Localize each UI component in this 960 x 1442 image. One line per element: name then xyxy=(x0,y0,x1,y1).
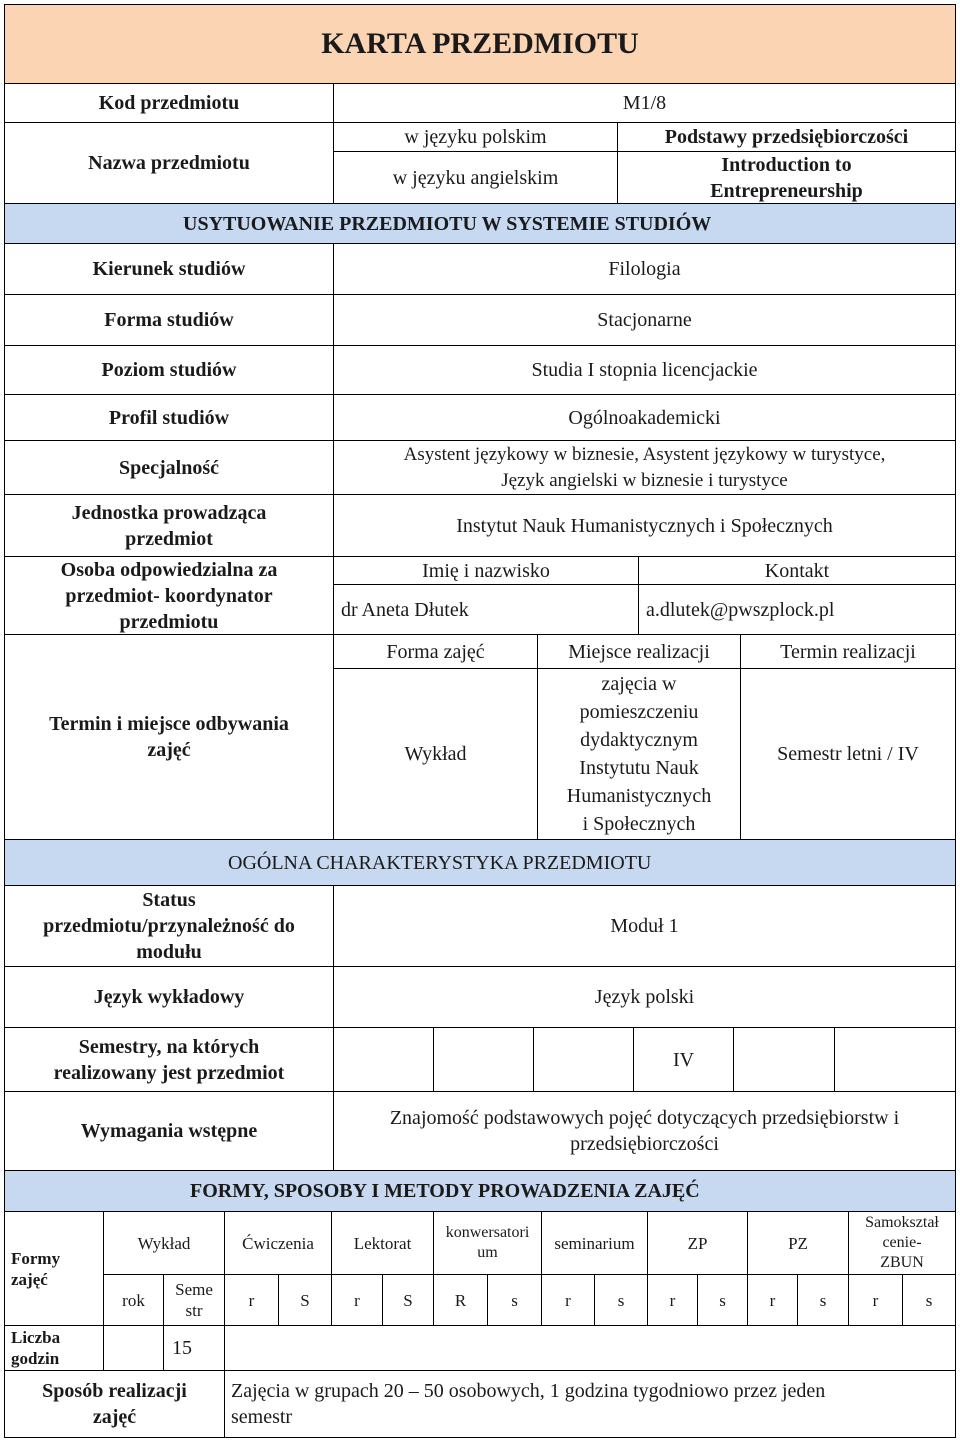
jednostka-value-text: Instytut Nauk Humanistycznych i Społecznych xyxy=(456,514,833,537)
formy-header-konwersatorium-line1: konwersatori xyxy=(445,1224,530,1241)
formy-sub-cell-text: r xyxy=(872,1290,879,1310)
liczba-rest xyxy=(224,1325,956,1371)
kierunek-value-text: Filologia xyxy=(608,258,681,280)
formy-sub-cell xyxy=(594,1274,648,1326)
formy-sub-cell xyxy=(747,1274,798,1326)
formy-header-samoksztalcenie xyxy=(848,1211,956,1275)
kod-label xyxy=(4,83,334,123)
formy-sub-cell xyxy=(848,1274,903,1326)
liczba-value-text: 15 xyxy=(172,1337,192,1359)
section-usytuowanie xyxy=(4,203,956,244)
formy-header-samo-line2: cenie- xyxy=(882,1234,922,1251)
formy-header-pz-text: PZ xyxy=(788,1233,808,1253)
nazwa-pl-label-text: w języku polskim xyxy=(404,126,547,148)
osoba-name-header-text: Imię i nazwisko xyxy=(422,559,550,582)
osoba-label-line1: Osoba odpowiedzialna za xyxy=(60,558,278,581)
status-value-text: Moduł 1 xyxy=(610,915,679,937)
formy-sub-cell xyxy=(902,1274,956,1326)
termin-miejsce-line4: Instytutu Nauk xyxy=(579,757,699,779)
specjalnosc-label-text: Specjalność xyxy=(119,456,219,479)
semestr-cell-5 xyxy=(733,1027,835,1092)
formy-sub-cell xyxy=(797,1274,849,1326)
termin-col-forma-text: Forma zajęć xyxy=(386,640,485,663)
termin-col-forma xyxy=(333,634,538,669)
formy-header-wyklad xyxy=(103,1211,225,1275)
formy-header-seminarium-text: seminarium xyxy=(554,1233,635,1253)
osoba-name-text: dr Aneta Dłutek xyxy=(341,598,469,621)
formy-header-konwersatorium xyxy=(433,1211,542,1275)
formy-sub-cell-text: s xyxy=(617,1290,625,1310)
formy-sub-cell-text: s xyxy=(511,1290,518,1310)
kierunek-label xyxy=(4,243,334,295)
semestry-label xyxy=(4,1027,334,1092)
jezyk-label xyxy=(4,966,334,1028)
osoba-label-line3: przedmiotu xyxy=(119,610,219,633)
jezyk-value xyxy=(333,966,956,1028)
formy-sub-semestr-line2: str xyxy=(185,1301,203,1320)
card-title-text: KARTA PRZEDMIOTU xyxy=(321,27,639,60)
termin-miejsce xyxy=(537,668,741,840)
liczba-value xyxy=(163,1325,225,1371)
nazwa-en-label-text: w języku angielskim xyxy=(392,166,559,189)
osoba-contact-header-text: Kontakt xyxy=(764,559,830,582)
jezyk-label-text: Język wykładowy xyxy=(93,986,245,1008)
jednostka-label-line1: Jednostka prowadząca xyxy=(71,501,267,524)
formy-sub-cell-text: r xyxy=(669,1290,676,1310)
termin-miejsce-line5: Humanistycznych xyxy=(566,785,712,807)
termin-label-line1: Termin i miejsce odbywania xyxy=(49,713,289,735)
termin-miejsce-line6: i Społecznych xyxy=(582,813,696,835)
formy-sub-cell-text: s xyxy=(819,1290,827,1310)
formy-header-cwiczenia-text: Ćwiczenia xyxy=(242,1233,314,1253)
osoba-label-line2: przedmiot- koordynator xyxy=(65,584,273,607)
formy-header-pz xyxy=(747,1211,849,1275)
poziom-label xyxy=(4,345,334,395)
termin-col-miejsce xyxy=(537,634,741,669)
specjalnosc-value xyxy=(333,440,956,495)
nazwa-pl-label xyxy=(333,122,618,152)
termin-col-termin-text: Termin realizacji xyxy=(780,640,916,663)
nazwa-en-value-line1: Introduction to xyxy=(721,153,852,176)
termin-forma xyxy=(333,668,538,840)
formy-label-line2: zajęć xyxy=(11,1269,48,1289)
poziom-value-text: Studia I stopnia licencjackie xyxy=(531,359,758,381)
formy-sub-cell-text: r xyxy=(565,1290,571,1310)
formy-sub-rok xyxy=(103,1274,164,1326)
semestr-cell-6 xyxy=(834,1027,956,1092)
formy-sub-rok-text: rok xyxy=(122,1290,145,1310)
formy-header-lektorat xyxy=(331,1211,434,1275)
poziom-value xyxy=(333,345,956,395)
status-label-line3: modułu xyxy=(136,941,202,963)
formy-header-zp-text: ZP xyxy=(687,1233,708,1253)
forma-label xyxy=(4,294,334,346)
formy-sub-cell-text: r xyxy=(354,1290,360,1310)
formy-header-cwiczenia xyxy=(224,1211,332,1275)
jednostka-label-line2: przedmiot xyxy=(125,527,213,550)
profil-value xyxy=(333,394,956,441)
formy-header-samo-line1: Samokształ xyxy=(865,1214,939,1231)
termin-miejsce-line2: pomieszczeniu xyxy=(579,701,699,723)
formy-label-line1: Formy xyxy=(11,1248,61,1268)
jednostka-value xyxy=(333,494,956,557)
osoba-contact-email[interactable]: a.dlutek@pwszplock.pl xyxy=(646,598,835,621)
termin-forma-text: Wykład xyxy=(404,743,467,765)
termin-value-text: Semestr letni / IV xyxy=(777,743,919,765)
formy-sub-cell xyxy=(278,1274,332,1326)
jezyk-value-text: Język polski xyxy=(594,986,695,1008)
kierunek-value xyxy=(333,243,956,295)
formy-sub-semestr-line1: Seme xyxy=(175,1280,213,1299)
formy-header-konwersatorium-line2: um xyxy=(477,1244,498,1261)
formy-sub-cell xyxy=(647,1274,698,1326)
formy-sub-cell-text: R xyxy=(454,1290,467,1310)
sposob-value xyxy=(224,1370,956,1438)
jednostka-label xyxy=(4,494,334,557)
osoba-label xyxy=(4,556,334,635)
formy-header-lektorat-text: Lektorat xyxy=(353,1233,412,1253)
section-ogolna xyxy=(4,839,956,886)
semestry-label-line1: Semestry, na których xyxy=(78,1035,260,1058)
sposob-label xyxy=(4,1370,225,1438)
termin-label xyxy=(4,634,334,840)
formy-header-samo-line3: ZBUN xyxy=(880,1254,924,1271)
semestr-cell-4 xyxy=(633,1027,734,1092)
section-ogolna-text: OGÓLNA CHARAKTERYSTYKA PRZEDMIOTU xyxy=(228,851,652,874)
status-label xyxy=(4,885,334,967)
nazwa-pl-value xyxy=(617,122,956,152)
semestr-cell-3 xyxy=(533,1027,634,1092)
profil-label xyxy=(4,394,334,441)
formy-sub-cell xyxy=(331,1274,383,1326)
status-label-line1: Status xyxy=(142,889,196,911)
nazwa-label-text: Nazwa przedmiotu xyxy=(88,152,250,174)
specjalnosc-label xyxy=(4,440,334,495)
wymagania-label-text: Wymagania wstępne xyxy=(80,1120,258,1142)
nazwa-en-value xyxy=(617,151,956,204)
kod-value-text: M1/8 xyxy=(622,92,667,114)
termin-col-termin xyxy=(740,634,956,669)
formy-sub-cell xyxy=(382,1274,434,1326)
formy-sub-cell-text: s xyxy=(925,1290,933,1310)
section-usytuowanie-text: USYTUOWANIE PRZEDMIOTU W SYSTEMIE STUDIÓW xyxy=(183,212,712,235)
formy-sub-cell-text: r xyxy=(769,1290,776,1310)
termin-value xyxy=(740,668,956,840)
formy-header-zp xyxy=(647,1211,748,1275)
formy-sub-cell xyxy=(433,1274,488,1326)
termin-col-miejsce-text: Miejsce realizacji xyxy=(568,640,710,663)
formy-sub-cell xyxy=(697,1274,748,1326)
termin-label-line2: zajęć xyxy=(147,739,191,761)
termin-miejsce-line3: dydaktycznym xyxy=(580,729,698,751)
formy-sub-cell-text: S xyxy=(403,1290,413,1310)
specjalnosc-value-line1: Asystent językowy w biznesie, Asystent językowy w turystyce, xyxy=(403,443,886,465)
formy-header-wyklad-text: Wykład xyxy=(137,1233,191,1253)
liczba-rok xyxy=(103,1325,164,1371)
kod-label-text: Kod przedmiotu xyxy=(98,92,240,114)
liczba-label-line2: godzin xyxy=(11,1349,60,1368)
nazwa-en-value-line2: Entrepreneurship xyxy=(710,179,863,202)
forma-label-text: Forma studiów xyxy=(104,309,234,331)
osoba-name-header xyxy=(333,556,639,585)
osoba-contact[interactable] xyxy=(638,584,956,635)
formy-label xyxy=(4,1211,104,1326)
liczba-label-line1: Liczba xyxy=(11,1328,61,1347)
specjalnosc-value-line2: Język angielski w biznesie i turystyce xyxy=(501,469,788,491)
wymagania-value-line1: Znajomość podstawowych pojęć dotyczących przedsiębiorstw i xyxy=(389,1107,900,1129)
formy-sub-cell xyxy=(541,1274,595,1326)
status-value xyxy=(333,885,956,967)
semestr-cell-4-text: IV xyxy=(672,1048,695,1071)
forma-value-text: Stacjonarne xyxy=(597,309,692,331)
nazwa-en-label xyxy=(333,151,618,204)
formy-sub-cell-text: r xyxy=(248,1290,255,1310)
semestr-cell-1 xyxy=(333,1027,434,1092)
formy-sub-semestr xyxy=(163,1274,225,1326)
forma-value xyxy=(333,294,956,346)
liczba-label xyxy=(4,1325,104,1371)
formy-sub-cell xyxy=(224,1274,279,1326)
kierunek-label-text: Kierunek studiów xyxy=(92,258,246,280)
sposob-value-line2: semestr xyxy=(231,1406,293,1428)
termin-miejsce-line1: zajęcia w xyxy=(601,673,677,695)
formy-sub-cell xyxy=(487,1274,542,1326)
poziom-label-text: Poziom studiów xyxy=(101,359,237,381)
formy-sub-cell-text: S xyxy=(300,1290,310,1310)
sposob-value-line1: Zajęcia w grupach 20 – 50 osobowych, 1 godzina tygodniowo przez jeden xyxy=(231,1380,826,1402)
sposob-label-line2: zajęć xyxy=(92,1406,137,1428)
card-title xyxy=(4,4,956,84)
formy-sub-cell-text: s xyxy=(719,1290,726,1310)
wymagania-value-line2: przedsiębiorczości xyxy=(570,1133,719,1155)
sposob-label-line1: Sposób realizacji xyxy=(42,1380,187,1402)
kod-value xyxy=(333,83,956,123)
osoba-name xyxy=(333,584,639,635)
status-label-line2: przedmiotu/przynależność do xyxy=(43,915,295,937)
semestry-label-line2: realizowany jest przedmiot xyxy=(53,1061,285,1084)
wymagania-label xyxy=(4,1091,334,1171)
section-formy-text: FORMY, SPOSOBY I METODY PROWADZENIA ZAJĘĆ xyxy=(190,1180,700,1202)
profil-value-text: Ogólnoakademicki xyxy=(568,406,721,429)
nazwa-label xyxy=(4,122,334,204)
osoba-contact-header xyxy=(638,556,956,585)
formy-header-seminarium xyxy=(541,1211,648,1275)
section-formy xyxy=(4,1170,956,1212)
profil-label-text: Profil studiów xyxy=(108,406,230,429)
wymagania-value xyxy=(333,1091,956,1171)
nazwa-pl-value-text: Podstawy przedsiębiorczości xyxy=(664,126,909,148)
semestr-cell-2 xyxy=(433,1027,534,1092)
